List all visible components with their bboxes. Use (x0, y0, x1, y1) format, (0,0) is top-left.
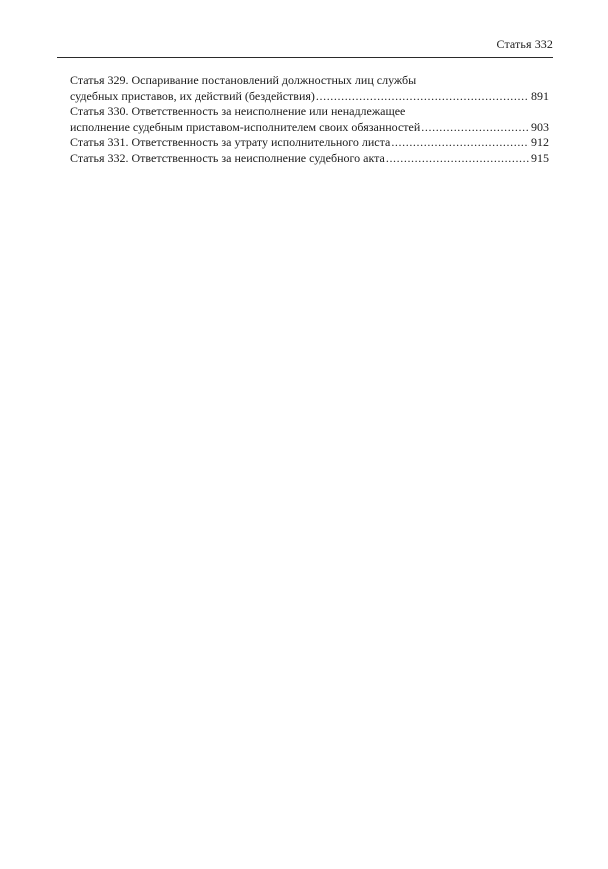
dot-leader (391, 135, 529, 151)
toc-entry-332[interactable] (70, 151, 549, 167)
toc-entry-title-line-2: судебных приставов, их действий (бездействия) (70, 88, 315, 103)
toc-entry-last-line (70, 151, 549, 167)
dot-leader (316, 89, 529, 105)
toc-entry-last-line (70, 89, 549, 105)
header-rule (57, 57, 553, 58)
toc-entry-title: Статья 331. Ответственность за утрату исполнительного листа (70, 135, 391, 149)
dot-leader (421, 120, 529, 136)
toc-page-number[interactable]: 912 (531, 135, 549, 149)
toc-page-number[interactable]: 891 (531, 88, 549, 103)
toc-entry-title-line-1: Статья 330. Ответственность за неисполнение или ненадлежащее (70, 104, 406, 118)
toc-entry-first-line (70, 104, 549, 120)
toc-page-number[interactable]: 915 (531, 150, 549, 165)
toc-page-number[interactable]: 903 (531, 119, 549, 134)
toc-entry-title-line-2: исполнение судебным приставом-исполнителем своих обязанностей (70, 119, 421, 134)
toc-entry-first-line (70, 73, 549, 89)
dot-leader (386, 151, 529, 167)
toc-entry-330[interactable] (70, 104, 549, 135)
toc-entry-title: Статья 332. Ответственность за неисполнение судебного акта (70, 150, 385, 165)
toc-entry-title-line-1: Статья 329. Оспаривание постановлений должностных лиц службы (70, 73, 417, 87)
toc-entry-331[interactable] (70, 135, 549, 151)
toc-entry-329[interactable] (70, 73, 549, 104)
toc-entry-last-line (70, 120, 549, 136)
toc-entry-last-line (70, 135, 549, 151)
running-head: Статья 332 (496, 37, 553, 51)
table-of-contents (70, 73, 549, 166)
